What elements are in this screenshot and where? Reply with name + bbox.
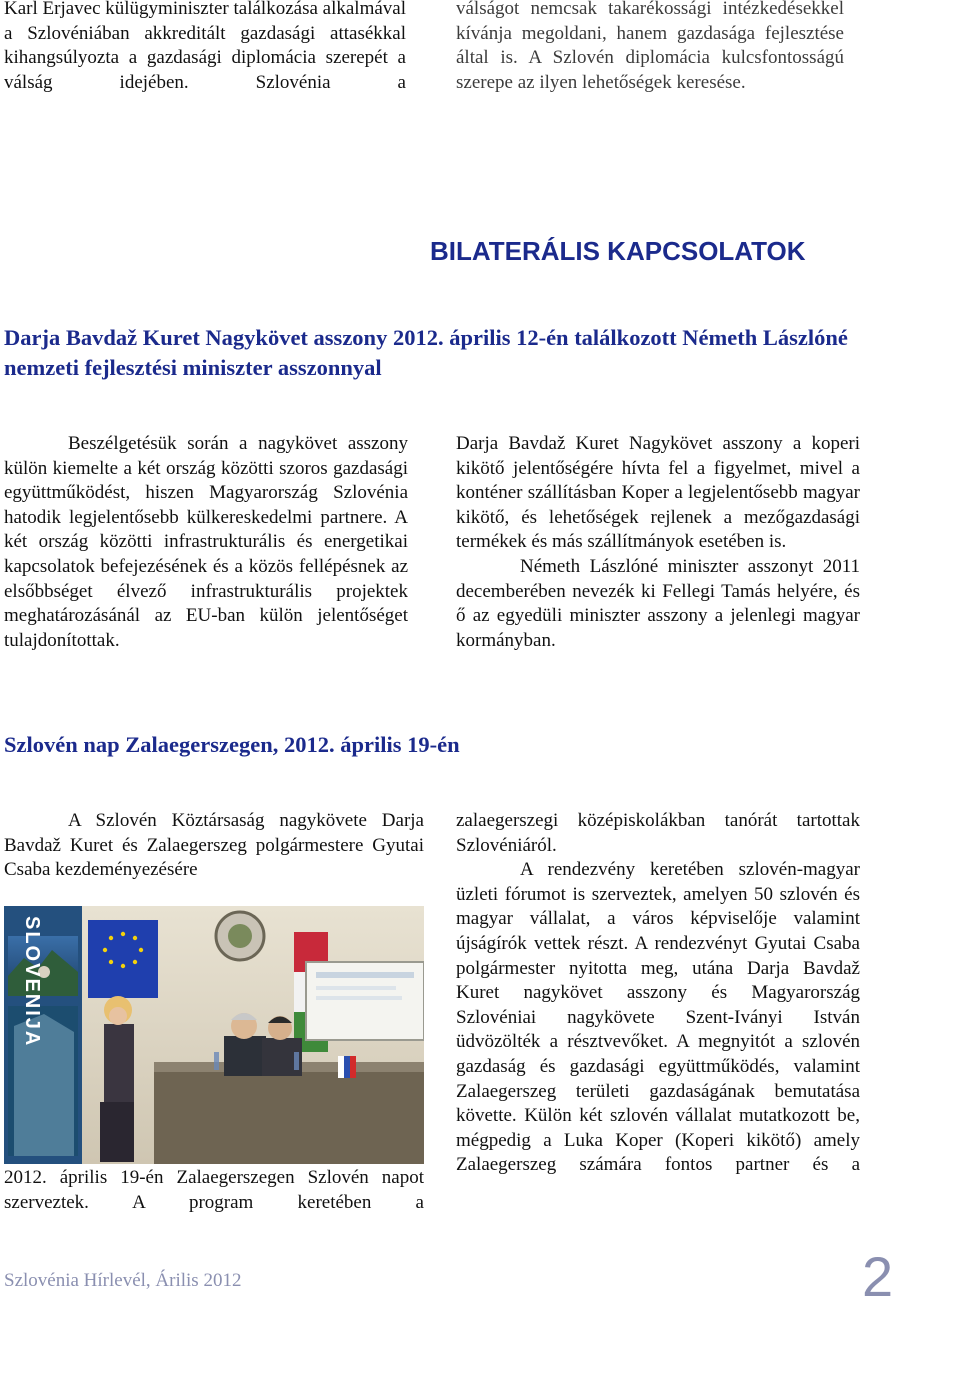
banner-text: SLOVENIJA — [21, 916, 43, 1048]
bilateral-left-column — [4, 432, 408, 653]
slovene-day-left-bottom-text: 2012. április 19-én Zalaegerszegen Szlovén napot szerveztek. A program keretében a — [4, 1167, 424, 1213]
event-photo — [4, 906, 424, 1164]
slovene-day-right-column — [456, 809, 860, 1178]
bilateral-right-paragraph-1: Darja Bavdaž Kuret Nagykövet asszony a koperi kikötő jelentőségére hívta fel a figyelmet, mivel a konténer szállításban Koper a legjelentősebb magyar kikötő, és lehetőségek rejlenek a mezőgazdasági termékek és más szállítmányok esetében is. — [456, 433, 860, 553]
bilateral-relations-heading: BILATERÁLIS KAPCSOLATOK — [430, 236, 806, 266]
slovene-day-right-paragraph-2: A rendezvény keretében szlovén-magyar üzleti fórumot is szerveztek, amelyen 50 szlovén és magyar vállalat, a város képviselője valamint újságírók vettek részt. A rendezvényt Gyutai Csaba polgármester nyitotta meg, utána Darja Bavdaž Kuret nagykövet asszony és Magyarország Szlovéniai nagykövete Szent-Iványi István üdvözölték a résztvevőket. A megnyitót a szlovén gazdaság és gazdasági együttműködés, valamint Zalaegerszeg területi gazdaságának bemutatása követte. Külön két szlovén vállalat mutatkozott be, mégpedig a Luka Koper (Koperi kikötő) amely Zalaegerszeg számára fontos partner és a — [456, 859, 860, 1176]
slovene-day-left-top — [4, 809, 424, 883]
intro-right-text: válságot nemcsak takarékossági intézkedésekkel kívánja megoldani, hanem gazdasága fejlesztése által is. A Szlovén diplomácia kulcsfontosságú szerepe az ilyen lehetőségek keresése. — [456, 0, 844, 93]
intro-left-text: Karl Erjavec külügyminiszter találkozása alkalmával a Szlovéniában akkreditált gazdasági attasékkal kihangsúlyozta a gazdasági diplomácia szerepét a válság idejében. Szlovénia a — [4, 0, 406, 93]
page-number: 2 — [862, 1245, 894, 1308]
bilateral-right-column — [456, 432, 860, 653]
intro-left-column — [4, 0, 406, 95]
meeting-subheading: Darja Bavdaž Kuret Nagykövet asszony 2012. április 12-én találkozott Németh Lászlóné nemzeti fejlesztési miniszter asszonnyal — [4, 325, 848, 380]
bilateral-left-text: Beszélgetésük során a nagykövet asszony külön kiemelte a két ország közötti szoros gazdasági együttműködést, hiszen Magyarország Szlovénia hatodik legjelentősebb külkereskedelmi partnere. A két ország közötti infrastrukturális és energetikai kapcsolatok befejezésének és a közös fellépésnek az elsőbbséget élvező infrastrukturális projektek meghatározásánál az EU-ban külön jelentőséget tulajdonítottak. — [4, 433, 408, 651]
slovene-day-left-top-text: A Szlovén Köztársaság nagykövete Darja Bavdaž Kuret és Zalaegerszeg polgármestere Gyutai Csaba kezdeményezésére — [4, 810, 424, 881]
slovene-day-left-bottom — [4, 1166, 424, 1215]
footer-publication: Szlovénia Hírlevél, Árilis 2012 — [4, 1270, 242, 1291]
bilateral-right-paragraph-2: Németh Lászlóné miniszter asszonyt 2011 decemberében nevezék ki Fellegi Tamás helyére, és ő az egyedüli miniszter asszony a jelenlegi magyar kormányban. — [456, 555, 860, 651]
intro-right-column — [456, 0, 844, 95]
slovene-day-right-paragraph-1: zalaegerszegi középiskolákban tanórát tartottak Szlovéniáról. — [456, 810, 860, 856]
slovene-day-heading: Szlovén nap Zalaegerszegen, 2012. április 19-én — [4, 732, 460, 757]
